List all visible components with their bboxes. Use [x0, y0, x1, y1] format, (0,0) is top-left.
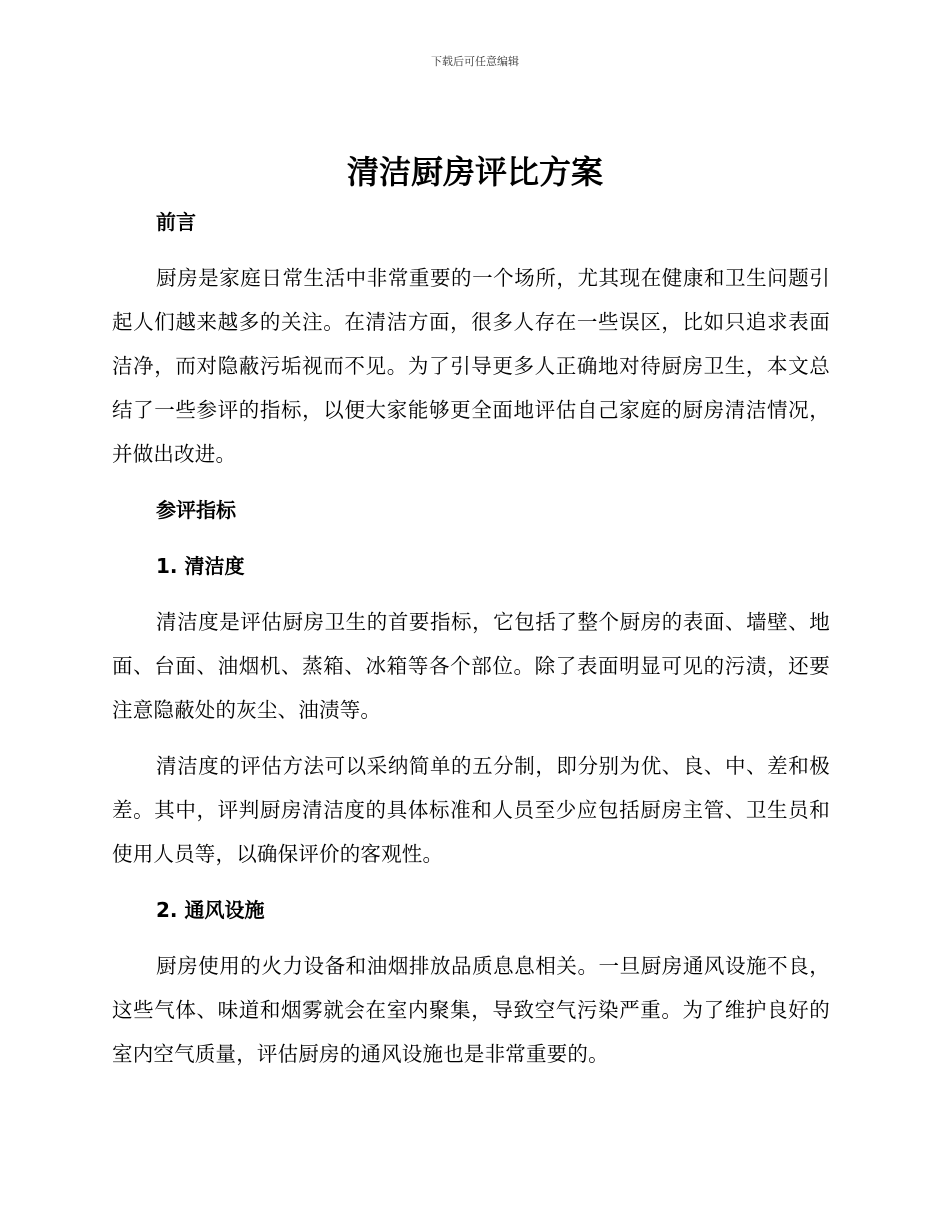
subsection-heading-ventilation: 2. 通风设施 — [156, 898, 265, 922]
paragraph-cleanliness-2: 清洁度的评估方法可以采纳简单的五分制，即分别为优、良、中、差和极差。其中，评判厨房清洁度的具体标准和人员至少应包括厨房主管、卫生员和使用人员等，以确保评价的客观性。 — [112, 754, 830, 866]
subsection-heading-cleanliness: 1. 清洁度 — [156, 554, 245, 578]
paragraph-ventilation-1: 厨房使用的火力设备和油烟排放品质息息相关。一旦厨房通风设施不良，这些气体、味道和烟雾就会在室内聚集，导致空气污染严重。为了维护良好的室内空气质量，评估厨房的通风设施也是非常重要的。 — [112, 954, 830, 1066]
section-heading-criteria: 参评指标 — [156, 498, 236, 522]
document-body — [112, 200, 830, 1076]
paragraph-cleanliness-1: 清洁度是评估厨房卫生的首要指标，它包括了整个厨房的表面、墙壁、地面、台面、油烟机、蒸箱、冰箱等各个部位。除了表面明显可见的污渍，还要注意隐蔽处的灰尘、油渍等。 — [112, 610, 830, 722]
page-header-note: 下载后可任意编辑 — [431, 55, 519, 68]
document-title: 清洁厨房评比方案 — [346, 153, 603, 191]
section-heading-intro: 前言 — [156, 210, 196, 234]
paragraph-intro: 厨房是家庭日常生活中非常重要的一个场所，尤其现在健康和卫生问题引起人们越来越多的关注。在清洁方面，很多人存在一些误区，比如只追求表面洁净，而对隐蔽污垢视而不见。为了引导更多人正确地对待厨房卫生，本文总结了一些参评的指标，以便大家能够更全面地评估自己家庭的厨房清洁情况，并做出改进。 — [112, 266, 830, 466]
